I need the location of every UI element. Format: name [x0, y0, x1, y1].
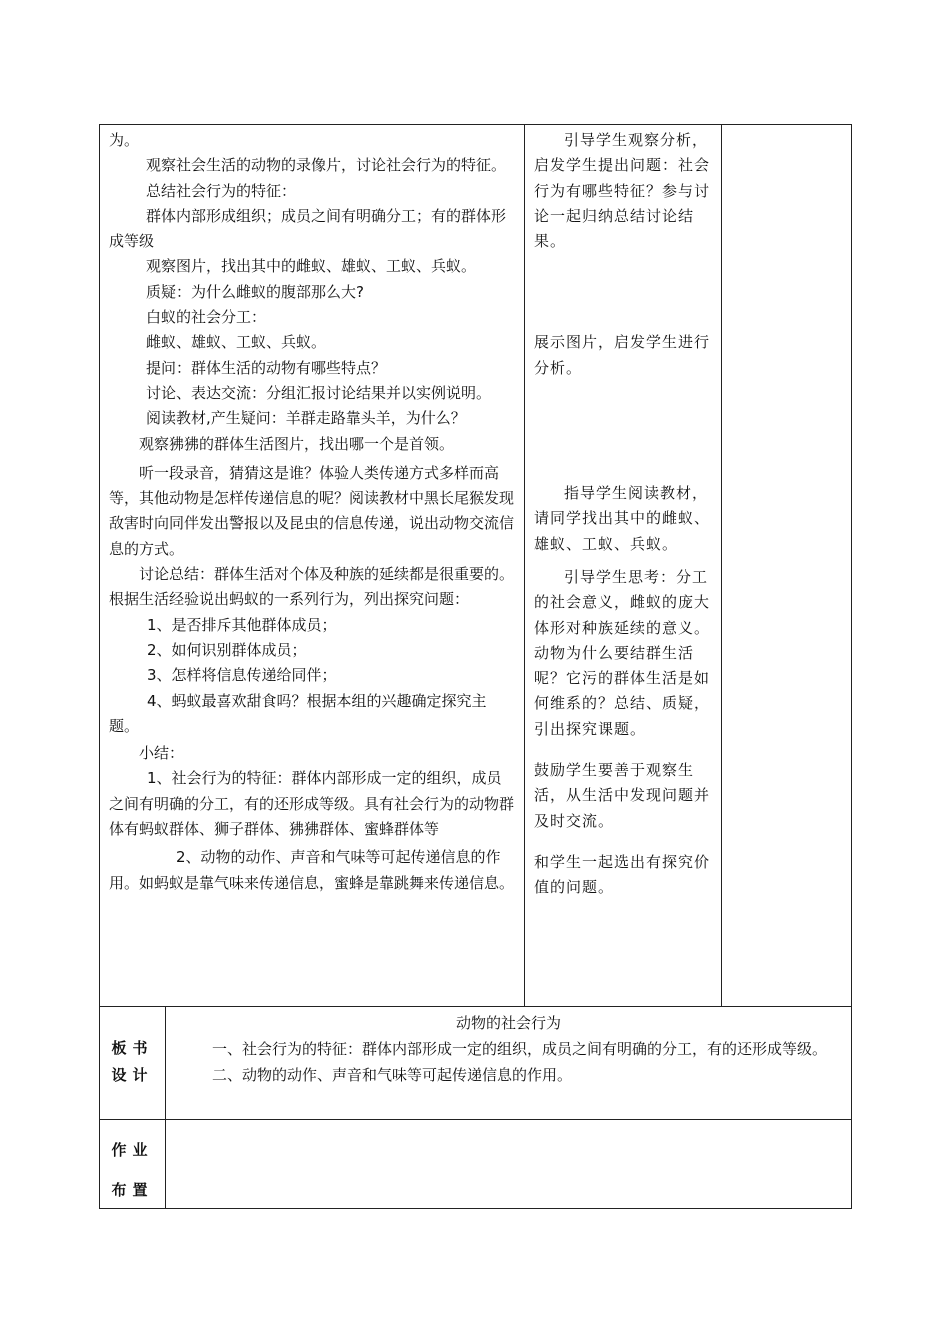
- text-line: 讨论总结：群体生活对个体及种族的延续都是很重要的。根据生活经验说出蚂蚁的一系列行为，列出探究问题：: [109, 565, 515, 609]
- text-line: 质疑：为什么雌蚁的腹部那么大?: [146, 282, 364, 301]
- text-line: 观察狒狒的群体生活图片，找出哪一个是首领。: [139, 434, 455, 453]
- board-design-label-cell: [100, 1007, 166, 1120]
- board-design-content-cell: [166, 1007, 852, 1120]
- text-line: 为。: [109, 131, 140, 149]
- homework-row: [100, 1120, 852, 1209]
- text-line: 2、如何识别群体成员；: [147, 640, 307, 659]
- text-line: 1、是否排斥其他群体成员；: [147, 615, 337, 634]
- text-block: 指导学生阅读教材，请同学找出其中的雌蚁、雄蚁、工蚁、兵蚁。: [534, 484, 711, 553]
- teaching-process-row: [100, 125, 852, 1007]
- text-line: 4、蚂蚁最喜欢甜食吗？根据本组的兴趣确定探究主题。: [109, 691, 487, 735]
- text-line: 提问：群体生活的动物有哪些特点？: [146, 358, 387, 377]
- homework-label-line2: 布置: [111, 1181, 154, 1199]
- teacher-activity-cell: [525, 125, 722, 1007]
- text-line: 3、怎样将信息传递给同伴；: [147, 666, 337, 685]
- student-activity-text: [100, 125, 524, 1006]
- text-line: 观察图片，找出其中的雌蚁、雄蚁、工蚁、兵蚁。: [146, 257, 477, 276]
- board-point-1: 一、社会行为的特征：群体内部形成一定的组织，成员之间有明确的分工，有的还形成等级。: [212, 1040, 828, 1058]
- board-design-row: [100, 1007, 852, 1120]
- text-line: 2、动物的动作、声音和气味等可起传递信息的作用。如蚂蚁是靠气味来传递信息，蜜蜂是靠跳舞来传递信息。: [109, 848, 515, 892]
- homework-label-cell: [100, 1120, 166, 1209]
- board-design-label-line2: 设计: [111, 1066, 154, 1084]
- teacher-activity-text: [525, 125, 721, 911]
- text-line: 阅读教材,产生疑问：羊群走路靠头羊，为什么？: [146, 409, 466, 428]
- board-title: 动物的社会行为: [456, 1014, 562, 1032]
- notes-cell: [722, 125, 852, 1007]
- text-block: 展示图片，启发学生进行分析。: [534, 333, 711, 377]
- text-line: 听一段录音，猜猜这是谁？体验人类传递方式多样而高等，其他动物是怎样传递信息的呢？阅读教材中黑长尾猴发现敌害时向同伴发出警报以及昆虫的信息传递，说出动物交流信息的方式。: [109, 463, 515, 558]
- text-line: 讨论、表达交流：分组汇报讨论结果并以实例说明。: [146, 383, 492, 402]
- student-activity-cell: [100, 125, 525, 1007]
- text-block: 引导学生观察分析，启发学生提出问题：社会行为有哪些特征？参与讨论一起归纳总结讨论结果。: [534, 131, 711, 251]
- text-line: 观察社会生活的动物的录像片，讨论社会行为的特征。: [146, 156, 507, 175]
- lesson-plan-table-wrapper: [99, 124, 851, 1209]
- board-design-label-line1: 板书: [111, 1039, 154, 1057]
- text-block: 引导学生思考：分工的社会意义，雌蚁的庞大体形对种族延续的意义。动物为什么要结群生活呢？它污的群体生活是如何维系的？总结、质疑，引出探究课题。: [534, 567, 711, 738]
- homework-label-line1: 作业: [111, 1141, 154, 1159]
- text-block: 和学生一起选出有探究价值的问题。: [534, 852, 711, 897]
- text-line: 总结社会行为的特征：: [146, 181, 297, 200]
- text-block: 鼓励学生要善于观察生活，从生活中发现问题并及时交流。: [534, 761, 711, 830]
- homework-content-cell: [166, 1120, 852, 1209]
- lesson-plan-table: [99, 124, 852, 1209]
- text-line: 雌蚁、雄蚁、工蚁、兵蚁。: [146, 333, 327, 352]
- text-line: 1、社会行为的特征：群体内部形成一定的组织，成员之间有明确的分工，有的还形成等级。具有社会行为的动物群体有蚂蚁群体、狮子群体、狒狒群体、蜜蜂群体等: [109, 769, 515, 839]
- text-line: 白蚁的社会分工：: [146, 308, 267, 327]
- board-point-2: 二、动物的动作、声音和气味等可起传递信息的作用。: [212, 1066, 573, 1084]
- text-line: 群体内部形成组织；成员之间有明确分工；有的群体形成等级: [109, 206, 507, 251]
- text-line: 小结：: [139, 744, 185, 763]
